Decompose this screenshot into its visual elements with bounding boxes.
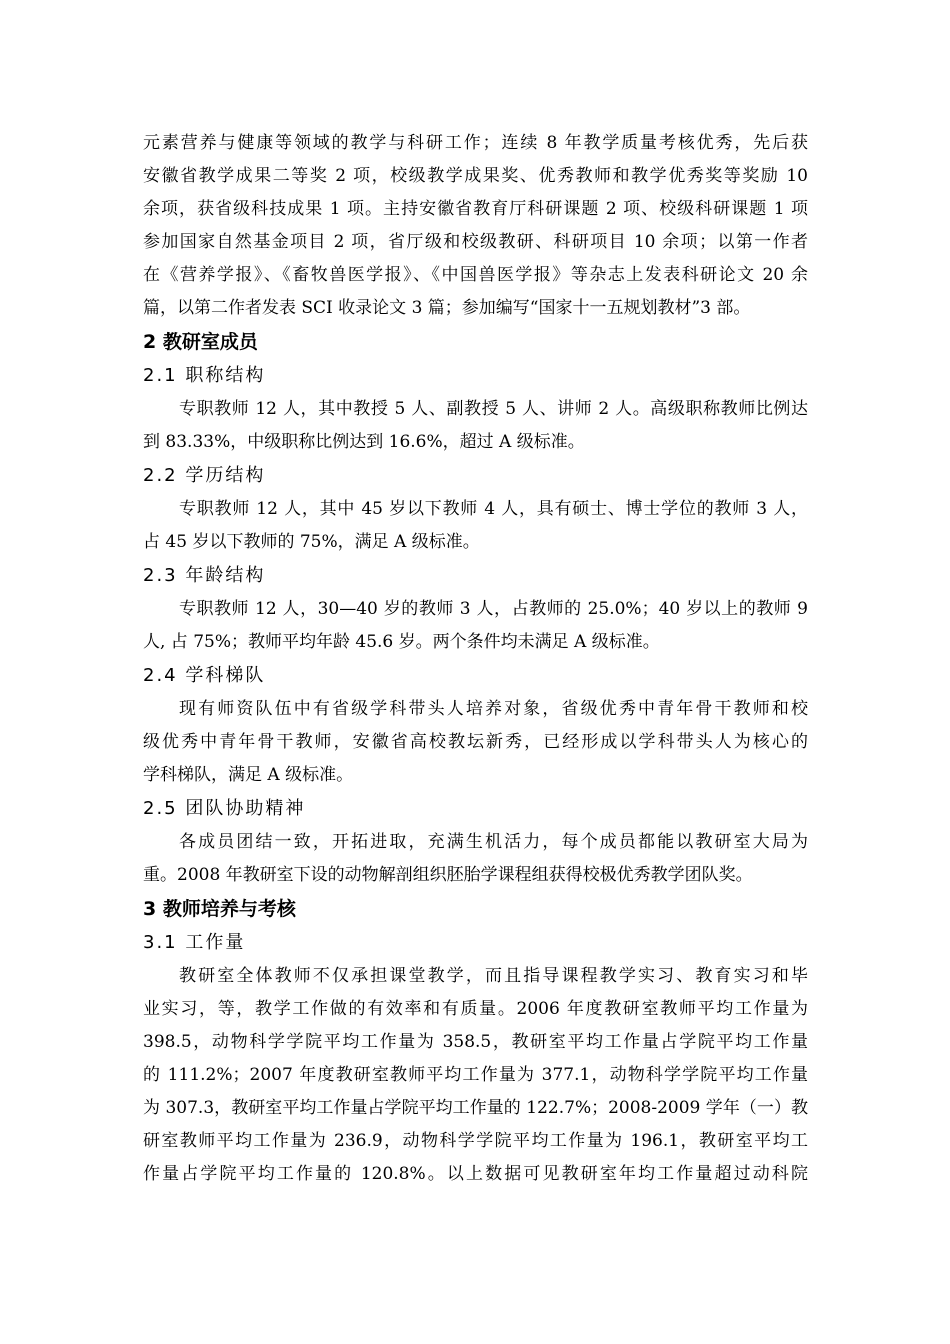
paragraph-discipline-echelon: [143, 693, 808, 792]
intro-paragraph: [143, 127, 808, 325]
section-heading-members: 2 教研室成员: [143, 331, 258, 353]
subsection-heading-education-structure: 2.2 学历结构: [143, 465, 266, 486]
text-line: 人, 占 75%；教师平均年龄 45.6 岁。两个条件均未满足 A 级标准。: [143, 632, 660, 652]
section-heading-training-assessment: 3 教师培养与考核: [143, 898, 296, 920]
text-line: 学科梯队，满足 A 级标准。: [143, 765, 354, 785]
text-line: 专职教师 12 人，30—40 岁的教师 3 人，占教师的 25.0%；40 岁以上的教师 9: [179, 599, 808, 619]
subsection-heading-title-structure: 2.1 职称结构: [143, 365, 266, 386]
text-line: 现有师资队伍中有省级学科带头人培养对象，省级优秀中青年骨干教师和校: [179, 699, 808, 719]
text-line: 专职教师 12 人，其中教授 5 人、副教授 5 人、讲师 2 人。高级职称教师比例达: [179, 399, 808, 419]
document-page: [143, 127, 808, 1191]
text-line: 398.5，动物科学学院平均工作量为 358.5，教研室平均工作量占学院平均工作量: [143, 1032, 808, 1052]
text-line: 在《营养学报》、《畜牧兽医学报》、《中国兽医学报》等杂志上发表科研论文 20 余: [143, 265, 808, 285]
text-line: 元素营养与健康等领域的教学与科研工作；连续 8 年教学质量考核优秀，先后获: [143, 133, 808, 153]
paragraph-age-structure: [143, 593, 808, 659]
subsection-heading-workload: 3.1 工作量: [143, 932, 246, 953]
text-line: 业实习，等，教学工作做的有效率和有质量。2006 年度教研室教师平均工作量为: [143, 999, 808, 1019]
text-line: 到 83.33%，中级职称比例达到 16.6%，超过 A 级标准。: [143, 432, 585, 452]
text-line: 研室教师平均工作量为 236.9，动物科学学院平均工作量为 196.1，教研室平均工: [143, 1131, 808, 1151]
paragraph-title-structure: [143, 393, 808, 459]
text-line: 参加国家自然基金项目 2 项，省厅级和校级教研、科研项目 10 余项；以第一作者: [143, 232, 808, 252]
text-line: 篇，以第二作者发表 SCI 收录论文 3 篇；参加编写“国家十一五规划教材”3 部。: [143, 298, 751, 318]
text-line: 安徽省教学成果二等奖 2 项，校级教学成果奖、优秀教师和教学优秀奖等奖励 10: [143, 166, 808, 186]
text-line: 级优秀中青年骨干教师，安徽省高校教坛新秀，已经形成以学科带头人为核心的: [143, 732, 808, 752]
subsection-heading-team-spirit: 2.5 团队协助精神: [143, 798, 306, 819]
text-line: 为 307.3，教研室平均工作量占学院平均工作量的 122.7%；2008-2009 学年（一）教: [143, 1098, 808, 1118]
text-line: 作量占学院平均工作量的 120.8%。以上数据可见教研室年均工作量超过动科院: [143, 1164, 808, 1184]
text-line: 专职教师 12 人，其中 45 岁以下教师 4 人，具有硕士、博士学位的教师 3 人，: [179, 499, 808, 519]
text-line: 占 45 岁以下教师的 75%，满足 A 级标准。: [143, 532, 480, 552]
subsection-heading-discipline-echelon: 2.4 学科梯队: [143, 665, 266, 686]
text-line: 重。2008 年教研室下设的动物解剖组织胚胎学课程组获得校极优秀教学团队奖。: [143, 865, 753, 885]
text-line: 余项，获省级科技成果 1 项。主持安徽省教育厅科研课题 2 项、校级科研课题 1 项: [143, 199, 808, 219]
paragraph-education-structure: [143, 493, 808, 559]
paragraph-workload: [143, 960, 808, 1191]
text-line: 各成员团结一致，开拓进取，充满生机活力，每个成员都能以教研室大局为: [179, 832, 808, 852]
subsection-heading-age-structure: 2.3 年龄结构: [143, 565, 266, 586]
text-line: 教研室全体教师不仅承担课堂教学，而且指导课程教学实习、教育实习和毕: [179, 966, 808, 986]
paragraph-team-spirit: [143, 826, 808, 892]
text-line: 的 111.2%；2007 年度教研室教师平均工作量为 377.1，动物科学学院平均工作量: [143, 1065, 808, 1085]
